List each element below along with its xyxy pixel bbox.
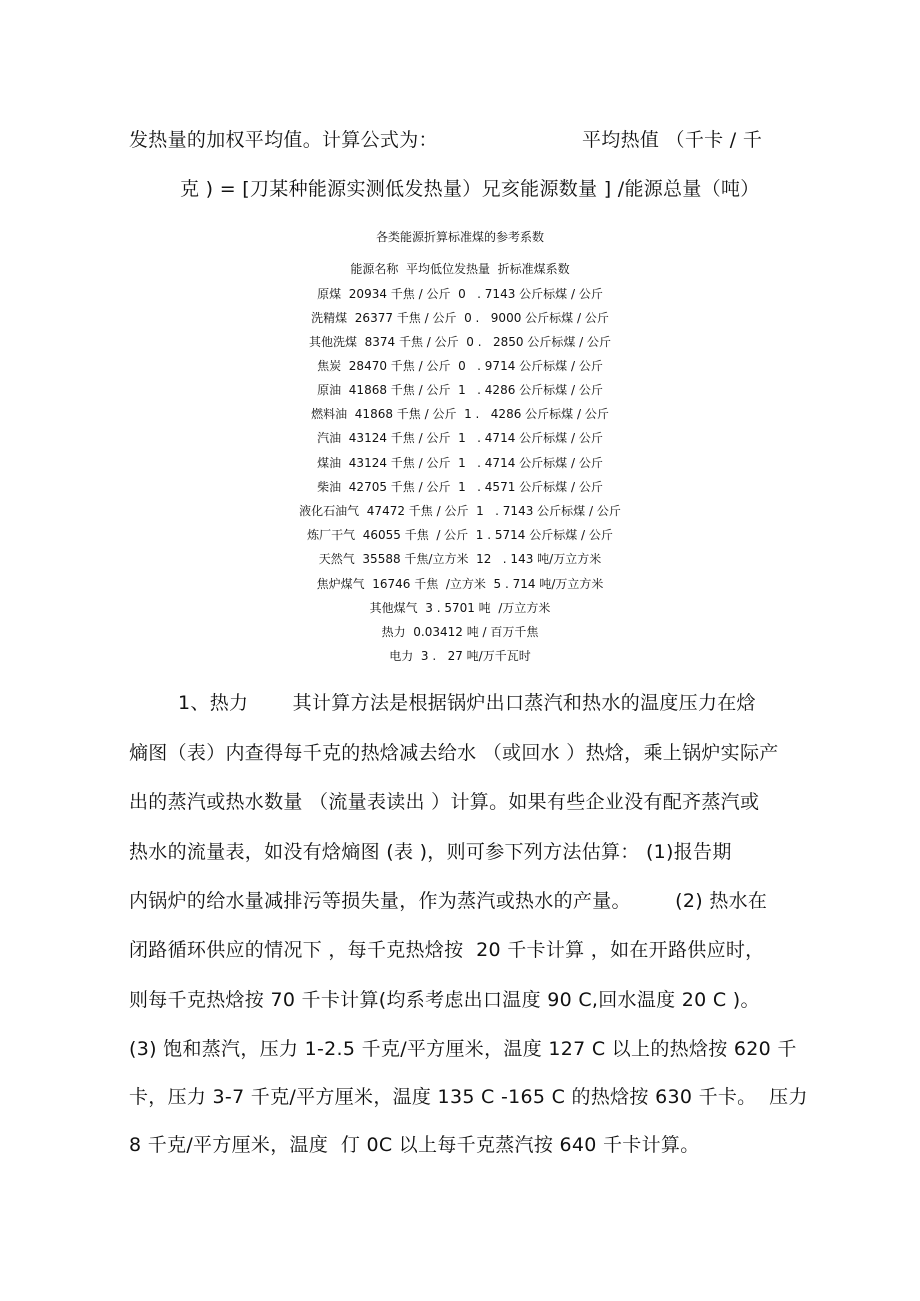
body-line: 1、热力 其计算方法是根据锅炉出口蒸汽和热水的温度压力在焓: [178, 692, 756, 714]
intro-line-1-left: 发热量的加权平均值。计算公式为：: [129, 129, 438, 151]
table-row: 热力 0.03412 吨 / 百万千焦: [381, 625, 539, 639]
body-line: 卡，压力 3-7 千克/平方厘米，温度 135 C -165 C 的热焓按 630 千卡。 压力: [129, 1086, 808, 1108]
body-line: 则每千克热焓按 70 千卡计算(均系考虑出口温度 90 C,回水温度 20 C )。: [129, 989, 760, 1011]
body-line: 内锅炉的给水量减排污等损失量，作为蒸汽或热水的产量。 (2) 热水在: [129, 890, 768, 912]
body-line: (3) 饱和蒸汽，压力 1-2.5 千克/平方厘米，温度 127 C 以上的热焓按 620 千: [129, 1038, 797, 1060]
table-row: 焦炉煤气 16746 千焦 /立方米 5 . 714 吨/万立方米: [316, 577, 604, 591]
table-title: 各类能源折算标准煤的参考系数: [375, 230, 544, 244]
intro-line-2: 克 ) = [刀某种能源实测低发热量）兄亥能源数量 ] /能源总量（吨）: [180, 178, 760, 200]
body-line: 闭路循环供应的情况下 ，每千克热焓按 20 千卡计算 ，如在开路供应时，: [129, 939, 765, 961]
table-row: 电力 3 . 27 吨/万千瓦时: [389, 649, 531, 663]
table-row: 其他洗煤 8374 千焦 / 公斤 0 . 2850 公斤标煤 / 公斤: [308, 335, 612, 349]
table-row: 其他煤气 3 . 5701 吨 /万立方米: [369, 601, 551, 615]
body-line: 出的蒸汽或热水数量 （流量表读出 ）计算。如果有些企业没有配齐蒸汽或: [129, 791, 760, 813]
table-row: 煤油 43124 千焦 / 公斤 1 . 4714 公斤标煤 / 公斤: [317, 456, 603, 470]
table-row: 天然气 35588 千焦/立方米 12 . 143 吨/万立方米: [318, 552, 602, 566]
body-line: 8 千克/平方厘米，温度 仃 0C 以上每千克蒸汽按 640 千卡计算。: [129, 1134, 700, 1156]
table-row: 柴油 42705 千焦 / 公斤 1 . 4571 公斤标煤 / 公斤: [317, 480, 603, 494]
body-line: 热水的流量表，如没有焓熵图 (表 )，则可参下列方法估算： (1)报告期: [129, 841, 732, 863]
table-row: 燃料油 41868 千焦 / 公斤 1 . 4286 公斤标煤 / 公斤: [311, 407, 609, 421]
table-row: 炼厂干气 46055 千焦 / 公斤 1 . 5714 公斤标煤 / 公斤: [307, 528, 613, 542]
table-header: 能源名称 平均低位发热量 折标准煤系数: [350, 262, 570, 276]
intro-line-1-right: 平均热值 （千卡 / 千: [582, 129, 763, 151]
table-row: 洗精煤 26377 千焦 / 公斤 0 . 9000 公斤标煤 / 公斤: [311, 311, 609, 325]
table-row: 焦炭 28470 千焦 / 公斤 0 . 9714 公斤标煤 / 公斤: [317, 359, 603, 373]
body-line: 熵图（表）内查得每千克的热焓减去给水 （或回水 ）热焓，乘上锅炉实际产: [129, 742, 779, 764]
table-row: 液化石油气 47472 千焦 / 公斤 1 . 7143 公斤标煤 / 公斤: [299, 504, 621, 518]
table-row: 原油 41868 千焦 / 公斤 1 . 4286 公斤标煤 / 公斤: [317, 383, 603, 397]
table-row: 原煤 20934 千焦 / 公斤 0 . 7143 公斤标煤 / 公斤: [317, 287, 603, 301]
table-row: 汽油 43124 千焦 / 公斤 1 . 4714 公斤标煤 / 公斤: [317, 431, 603, 445]
